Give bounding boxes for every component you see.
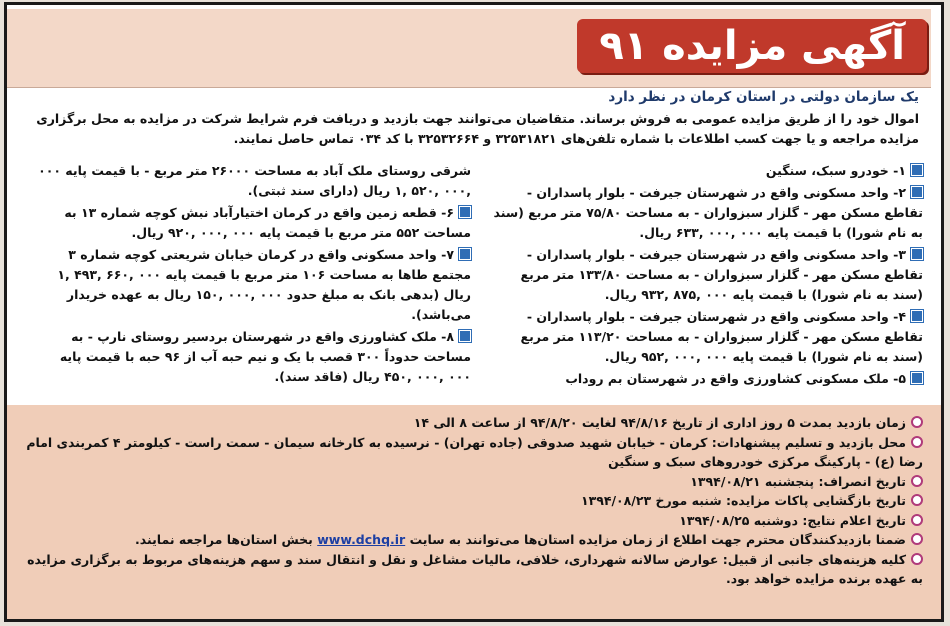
organization-line: یک سازمان دولتی در استان کرمان در نظر دارد <box>608 89 919 105</box>
condition-item: تاریخ بازگشایی پاکات مزایده: شنبه مورخ ۱۳۹۴/۰۸/۲۳ <box>25 491 923 511</box>
list-item: ۶- قطعه زمین واقع در کرمان اختیارآباد نبش کوچه شماره ۱۳ به مساحت ۵۵۲ متر مربع با قیمت پایه ۰۰۰ ,۰۰۰ ,۹۲۰ ریال. <box>64 205 471 240</box>
circle-bullet-icon <box>911 416 923 428</box>
square-bullet-icon <box>911 186 923 198</box>
website-link[interactable]: www.dchq.ir <box>317 532 406 547</box>
conditions-section <box>7 405 941 619</box>
list-item: ۱- خودرو سبک، سنگین <box>488 161 923 181</box>
circle-bullet-icon <box>911 436 923 448</box>
items-right-column <box>488 161 923 391</box>
circle-bullet-icon <box>911 553 923 565</box>
condition-item: تاریخ انصراف: پنجشنبه ۱۳۹۴/۰۸/۲۱ <box>25 472 923 492</box>
list-item: ۳- واحد مسکونی واقع در شهرستان جیرفت - بلوار پاسداران - تقاطع مسکن مهر - گلزار سبزواران - به مساحت ۱۳۳/۸۰ متر مربع (سند به نام شورا) با قیمت پایه ۰۰۰ ,۸۷۵ ,۹۳۲ ریال. <box>520 247 923 302</box>
square-bullet-icon <box>911 164 923 176</box>
square-bullet-icon <box>459 330 471 342</box>
notice-title: آگهی مزایده ۹۱ <box>577 19 927 73</box>
list-item: ۲- واحد مسکونی واقع در شهرستان جیرفت - بلوار پاسداران - تقاطع مسکن مهر - گلزار سبزواران - به مساحت ۷۵/۸۰ متر مربع (سند به نام شورا) با قیمت پایه ۰۰۰ ,۰۰۰ ,۶۳۳ ریال. <box>493 185 923 240</box>
circle-bullet-icon <box>911 514 923 526</box>
square-bullet-icon <box>459 248 471 260</box>
fees-note: کلیه هزینه‌های جانبی از قبیل: عوارض سالانه شهرداری، خلافی، مالیات مشاغل و نقل و انتقال سند و سهم هزینه‌های مربوط به برگزاری مزایده به عهده برنده مزایده خواهد بود. <box>27 551 923 586</box>
square-bullet-icon <box>911 310 923 322</box>
circle-bullet-icon <box>911 475 923 487</box>
list-item: ۵- ملک مسکونی کشاورزی واقع در شهرستان بم روداب <box>488 369 923 389</box>
condition-item: تاریخ اعلام نتایج: دوشنبه ۱۳۹۴/۰۸/۲۵ <box>25 511 923 531</box>
circle-bullet-icon <box>911 533 923 545</box>
square-bullet-icon <box>911 248 923 260</box>
circle-bullet-icon <box>911 494 923 506</box>
items-left-column <box>36 161 471 389</box>
website-note: ضمنا بازدیدکنندگان محترم جهت اطلاع از زمان مزایده استان‌ها می‌توانند به سایت www.dchq.ir بخش استان‌ها مراجعه نمایند. <box>25 530 923 550</box>
list-item: شرقی روستای ملک آباد به مساحت ۲۶۰۰۰ متر مربع - با قیمت پایه ۰۰۰ ,۰۰۰ ,۵۲۰ ,۱ ریال (دارای سند ثبتی). <box>38 163 471 198</box>
list-item: ۷- واحد مسکونی واقع در کرمان خیابان شریعتی کوچه شماره ۳ مجتمع طاها به مساحت ۱۰۶ متر مربع با قیمت پایه ۰۰۰ ,۶۶۰ ,۴۹۳ ,۱ ریال (بدهی بانک به مبلغ حدود ۰۰۰ ,۰۰۰ ,۱۵۰ ریال به عهده خریدار می‌باشد). <box>57 247 471 322</box>
list-item: ۴- واحد مسکونی واقع در شهرستان جیرفت - بلوار پاسداران - تقاطع مسکن مهر - گلزار سبزواران - به مساحت ۱۱۳/۲۰ متر مربع (سند به نام شورا) با قیمت پایه ۰۰۰ ,۰۰۰ ,۹۵۲ ریال. <box>520 309 923 364</box>
condition-item: زمان بازدید بمدت ۵ روز اداری از تاریخ ۹۴/۸/۱۶ لغایت ۹۴/۸/۲۰ از ساعت ۸ الی ۱۴ <box>25 413 923 433</box>
square-bullet-icon <box>911 372 923 384</box>
intro-paragraph: اموال خود را از طریق مزایده عمومی به فروش برساند. متقاضیان می‌توانند جهت بازدید و دریافت فرم شرایط شرکت در مزایده به محل برگزاری مزایده مراجعه و یا جهت کسب اطلاعات با شماره تلفن‌های ۳۲۵۳۱۸۲۱ و ۳۲۵۳۲۶۶۴ با کد ۰۳۴ تماس حاصل نمایند. <box>36 111 919 146</box>
square-bullet-icon <box>459 206 471 218</box>
list-item: ۸- ملک کشاورزی واقع در شهرستان بردسیر روستای نارپ - به مساحت حدوداً ۳۰۰ قصب با یک و نیم حبه آب از ۹۶ حبه با قیمت پایه ۰۰۰ ,۰۰۰ ,۴۵۰ ریال (فاقد سند). <box>59 329 471 384</box>
condition-item: محل بازدید و تسلیم پیشنهادات: کرمان - خیابان شهید صدوقی (جاده تهران) - نرسیده به کارخانه سیمان - سمت راست - کیلومتر ۴ کمربندی امام رضا (ع) - پارکینگ مرکزی خودروهای سبک و سنگین <box>26 434 923 469</box>
auction-notice <box>4 2 944 622</box>
